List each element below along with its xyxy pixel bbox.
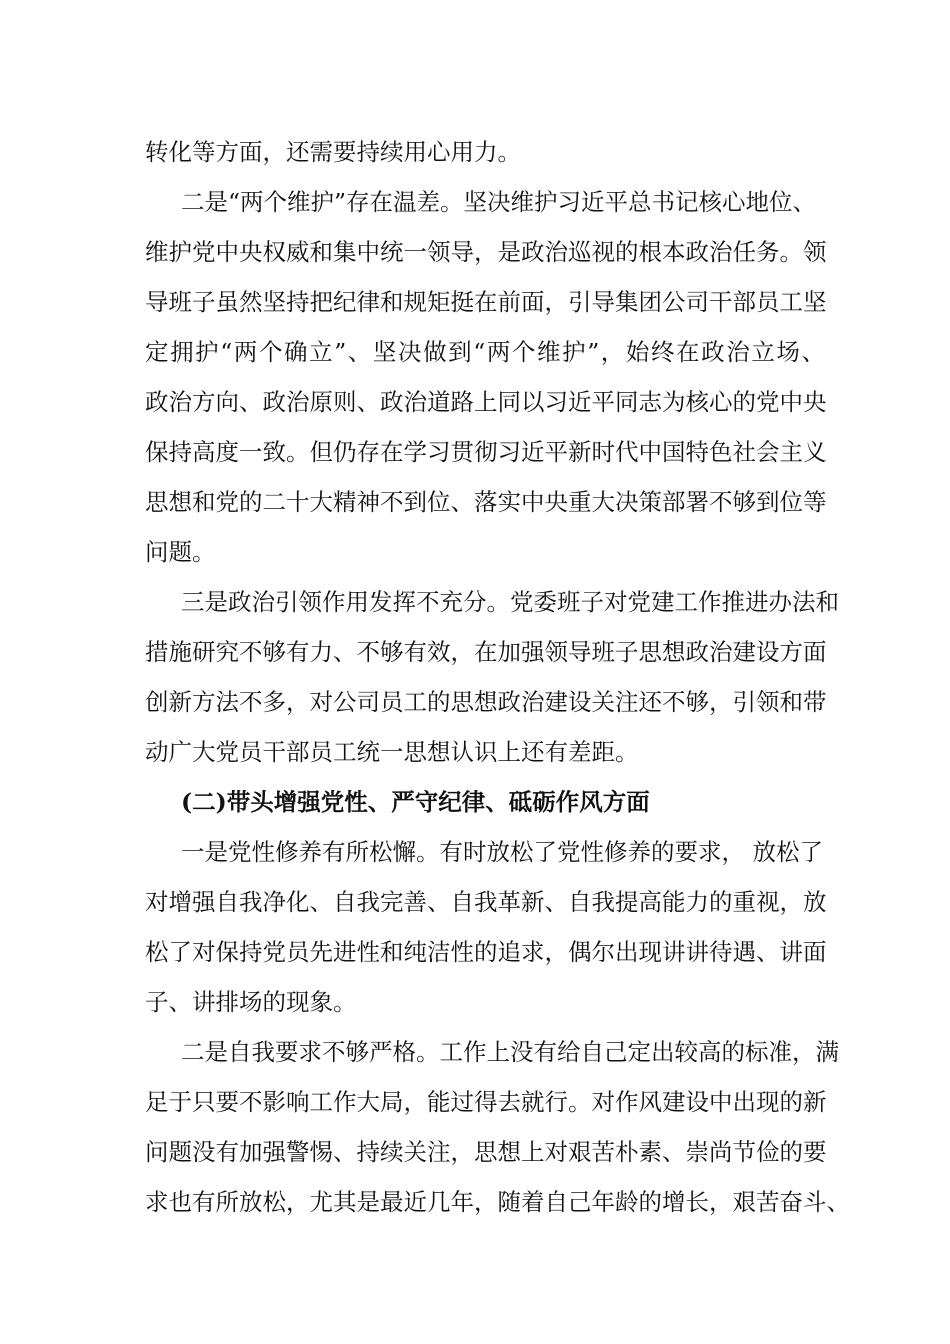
text-line: 政治方向、政治原则、政治道路上同以习近平同志为核心的党中央 xyxy=(145,388,827,416)
text-line: 问题。 xyxy=(145,538,216,566)
text-line: 定拥护“两个确立”、坚决做到“两个维护”，始终在政治立场、 xyxy=(145,338,825,366)
paragraph-start-line: 一是党性修养有所松懈。有时放松了党性修养的要求， 放松了 xyxy=(181,838,823,866)
text-line: 转化等方面，还需要持续用心用力。 xyxy=(145,138,521,166)
paragraph-start-line: 三是政治引领作用发挥不充分。党委班子对党建工作推进办法和 xyxy=(181,588,839,616)
text-line: 措施研究不够有力、不够有效，在加强领导班子思想政治建设方面 xyxy=(145,638,827,666)
text-line: 对增强自我净化、自我完善、自我革新、自我提高能力的重视，放 xyxy=(145,888,827,916)
text-line: 松了对保持党员先进性和纯洁性的追求，偶尔出现讲讲待遇、讲面 xyxy=(145,938,827,966)
text-line: 问题没有加强警惕、持续关注，思想上对艰苦朴素、崇尚节俭的要 xyxy=(145,1138,827,1166)
paragraph-start-line: 二是“两个维护”存在温差。坚决维护习近平总书记核心地位、 xyxy=(181,188,817,216)
text-line: 求也有所放松，尤其是最近几年，随着自己年龄的增长，艰苦奋斗、 xyxy=(145,1188,850,1216)
text-line: 动广大党员干部员工统一思想认识上还有差距。 xyxy=(145,738,639,766)
text-line: 思想和党的二十大精神不到位、落实中央重大决策部署不够到位等 xyxy=(145,488,827,516)
text-line: 足于只要不影响工作大局，能过得去就行。对作风建设中出现的新 xyxy=(145,1088,827,1116)
text-line: 保持高度一致。但仍存在学习贯彻习近平新时代中国特色社会主义 xyxy=(145,438,827,466)
text-line: 维护党中央权威和集中统一领导，是政治巡视的根本政治任务。领 xyxy=(145,238,827,266)
paragraph-start-line: 二是自我要求不够严格。工作上没有给自己定出较高的标准，满 xyxy=(181,1038,839,1066)
section-heading: (二)带头增强党性、严守纪律、砥砺作风方面 xyxy=(181,788,650,816)
text-line: 导班子虽然坚持把纪律和规矩挺在前面，引导集团公司干部员工坚 xyxy=(145,288,827,316)
text-line: 创新方法不多，对公司员工的思想政治建设关注还不够，引领和带 xyxy=(145,688,827,716)
text-line: 子、讲排场的现象。 xyxy=(145,988,357,1016)
